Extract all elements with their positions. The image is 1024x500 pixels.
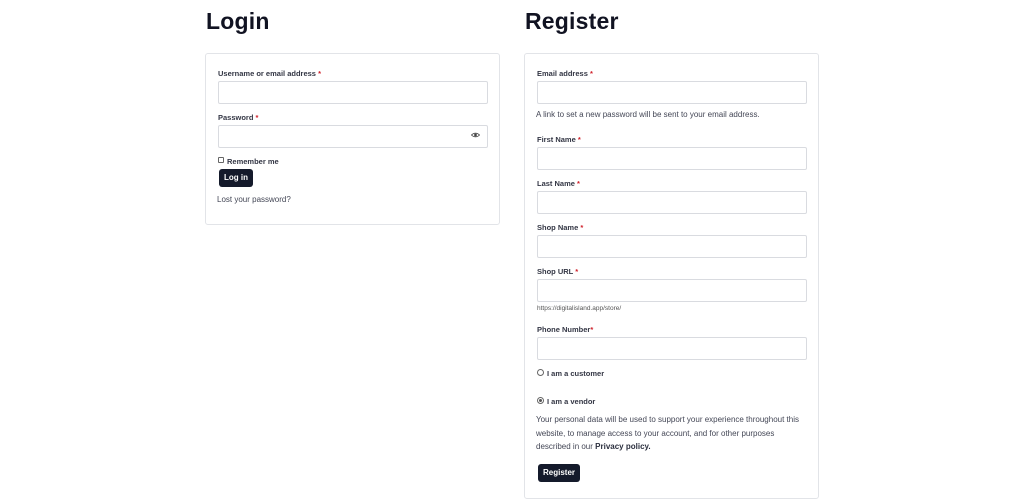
vendor-radio[interactable]	[537, 397, 544, 404]
register-button[interactable]: Register	[538, 464, 580, 482]
register-title: Register	[525, 8, 619, 34]
phone-label: Phone Number*	[537, 325, 594, 334]
email-label: Email address *	[537, 69, 593, 78]
password-field	[218, 125, 488, 148]
vendor-radio-label[interactable]: I am a vendor	[547, 397, 596, 406]
last-name-label: Last Name *	[537, 179, 580, 188]
email-note: A link to set a new password will be sent to your email address.	[536, 110, 760, 119]
password-label: Password *	[218, 113, 259, 122]
shop-url-input[interactable]	[537, 279, 807, 302]
shop-url-label: Shop URL *	[537, 267, 579, 276]
phone-input[interactable]	[537, 337, 807, 360]
customer-radio-label[interactable]: I am a customer	[547, 369, 605, 378]
shop-url-hint: https://digitalisland.app/store/	[537, 305, 622, 312]
login-form	[205, 53, 500, 225]
password-input[interactable]	[218, 125, 488, 148]
lost-password-link[interactable]: Lost your password?	[217, 195, 291, 204]
customer-radio[interactable]	[537, 369, 544, 376]
username-label: Username or email address *	[218, 69, 321, 78]
first-name-input[interactable]	[537, 147, 807, 170]
email-input[interactable]	[537, 81, 807, 104]
first-name-label: First Name *	[537, 135, 581, 144]
shop-name-input[interactable]	[537, 235, 807, 258]
username-input[interactable]	[218, 81, 488, 104]
remember-me-checkbox[interactable]	[218, 157, 224, 163]
shop-name-label: Shop Name *	[537, 223, 584, 232]
remember-me-label[interactable]: Remember me	[227, 157, 279, 166]
last-name-input[interactable]	[537, 191, 807, 214]
privacy-policy-link[interactable]: Privacy policy.	[595, 442, 651, 451]
show-password-icon[interactable]	[471, 132, 480, 138]
privacy-notice: Your personal data will be used to support your experience throughout this website, to manage access to your account, and for other purposes described in our Privacy policy.	[536, 415, 799, 451]
login-title: Login	[206, 8, 270, 34]
login-button[interactable]: Log in	[219, 169, 253, 187]
register-form	[524, 53, 819, 499]
